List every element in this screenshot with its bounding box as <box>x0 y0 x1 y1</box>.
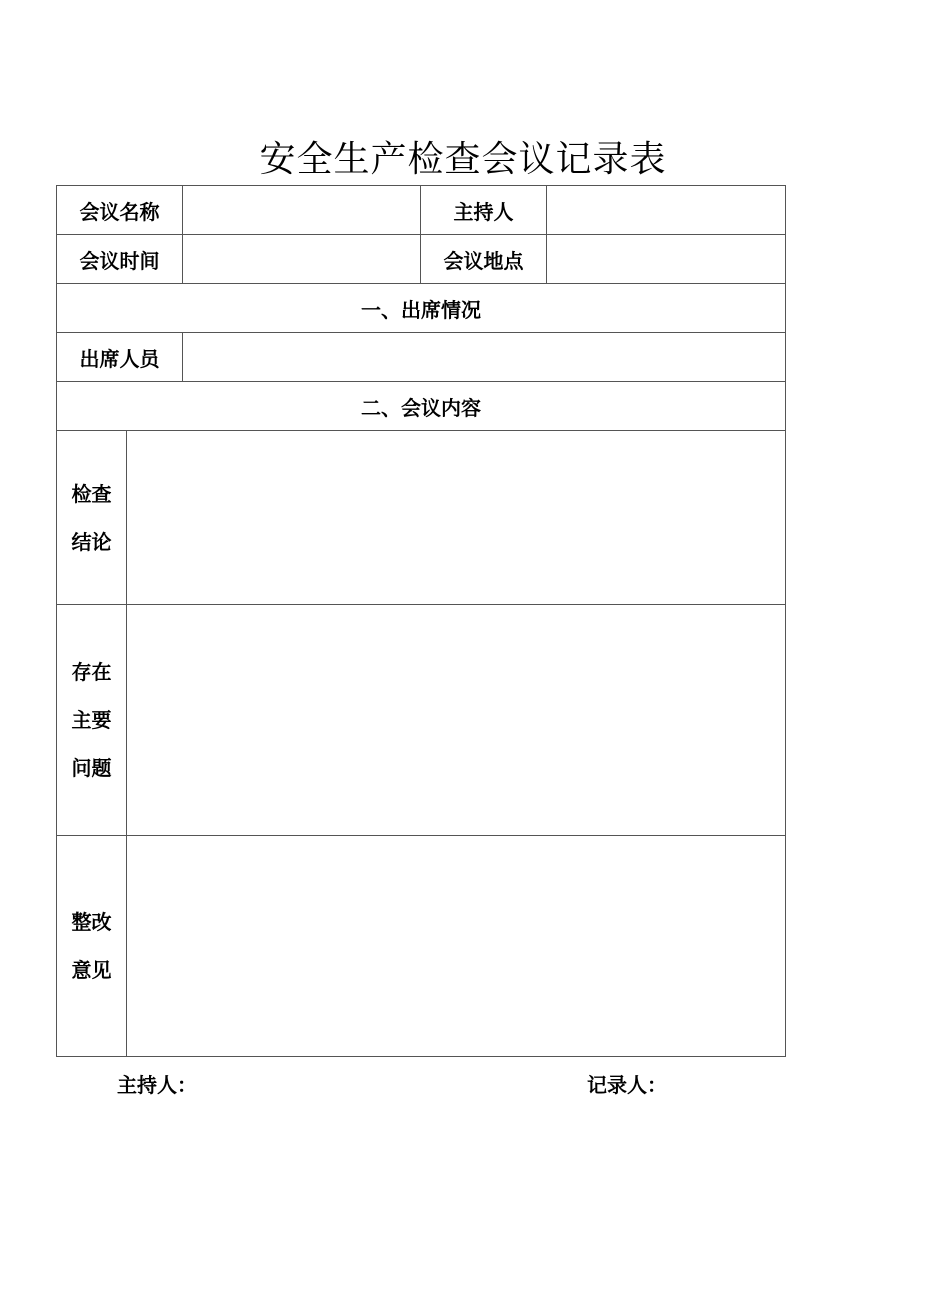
meeting-time-label: 会议时间 <box>57 235 183 284</box>
table-row <box>57 186 786 235</box>
meeting-place-label: 会议地点 <box>421 235 547 284</box>
table-row <box>57 382 786 431</box>
inspection-conclusion-field[interactable] <box>127 431 786 605</box>
label-line: 结论 <box>71 529 112 554</box>
host-label: 主持人 <box>421 186 547 235</box>
main-problems-field[interactable] <box>127 605 786 836</box>
table-row <box>57 235 786 284</box>
label-line: 整改 <box>71 910 112 934</box>
table-row <box>57 605 786 836</box>
footer-recorder-label: 记录人： <box>587 1073 667 1097</box>
label-line: 检查 <box>71 481 112 506</box>
footer-host-label: 主持人： <box>117 1073 197 1097</box>
table-row <box>57 836 786 1057</box>
main-problems-label <box>57 605 127 836</box>
label-line: 意见 <box>71 958 112 982</box>
attendees-field[interactable] <box>183 333 786 382</box>
label-line: 主要 <box>71 708 112 732</box>
page-title: 安全生产检查会议记录表 <box>259 139 667 180</box>
table-row <box>57 284 786 333</box>
host-field[interactable] <box>547 186 786 235</box>
meeting-name-label: 会议名称 <box>57 186 183 235</box>
section-attendance-heading: 一、出席情况 <box>57 284 786 333</box>
rectification-label <box>57 836 127 1057</box>
label-line: 存在 <box>71 660 112 684</box>
table-row <box>57 333 786 382</box>
meeting-record-table <box>56 185 786 1057</box>
rectification-field[interactable] <box>127 836 786 1057</box>
inspection-conclusion-label <box>57 431 127 605</box>
label-line: 问题 <box>71 756 112 780</box>
section-content-heading: 二、会议内容 <box>57 382 786 431</box>
meeting-time-field[interactable] <box>183 235 421 284</box>
meeting-name-field[interactable] <box>183 186 421 235</box>
table-row <box>57 431 786 605</box>
meeting-place-field[interactable] <box>547 235 786 284</box>
attendees-label: 出席人员 <box>57 333 183 382</box>
